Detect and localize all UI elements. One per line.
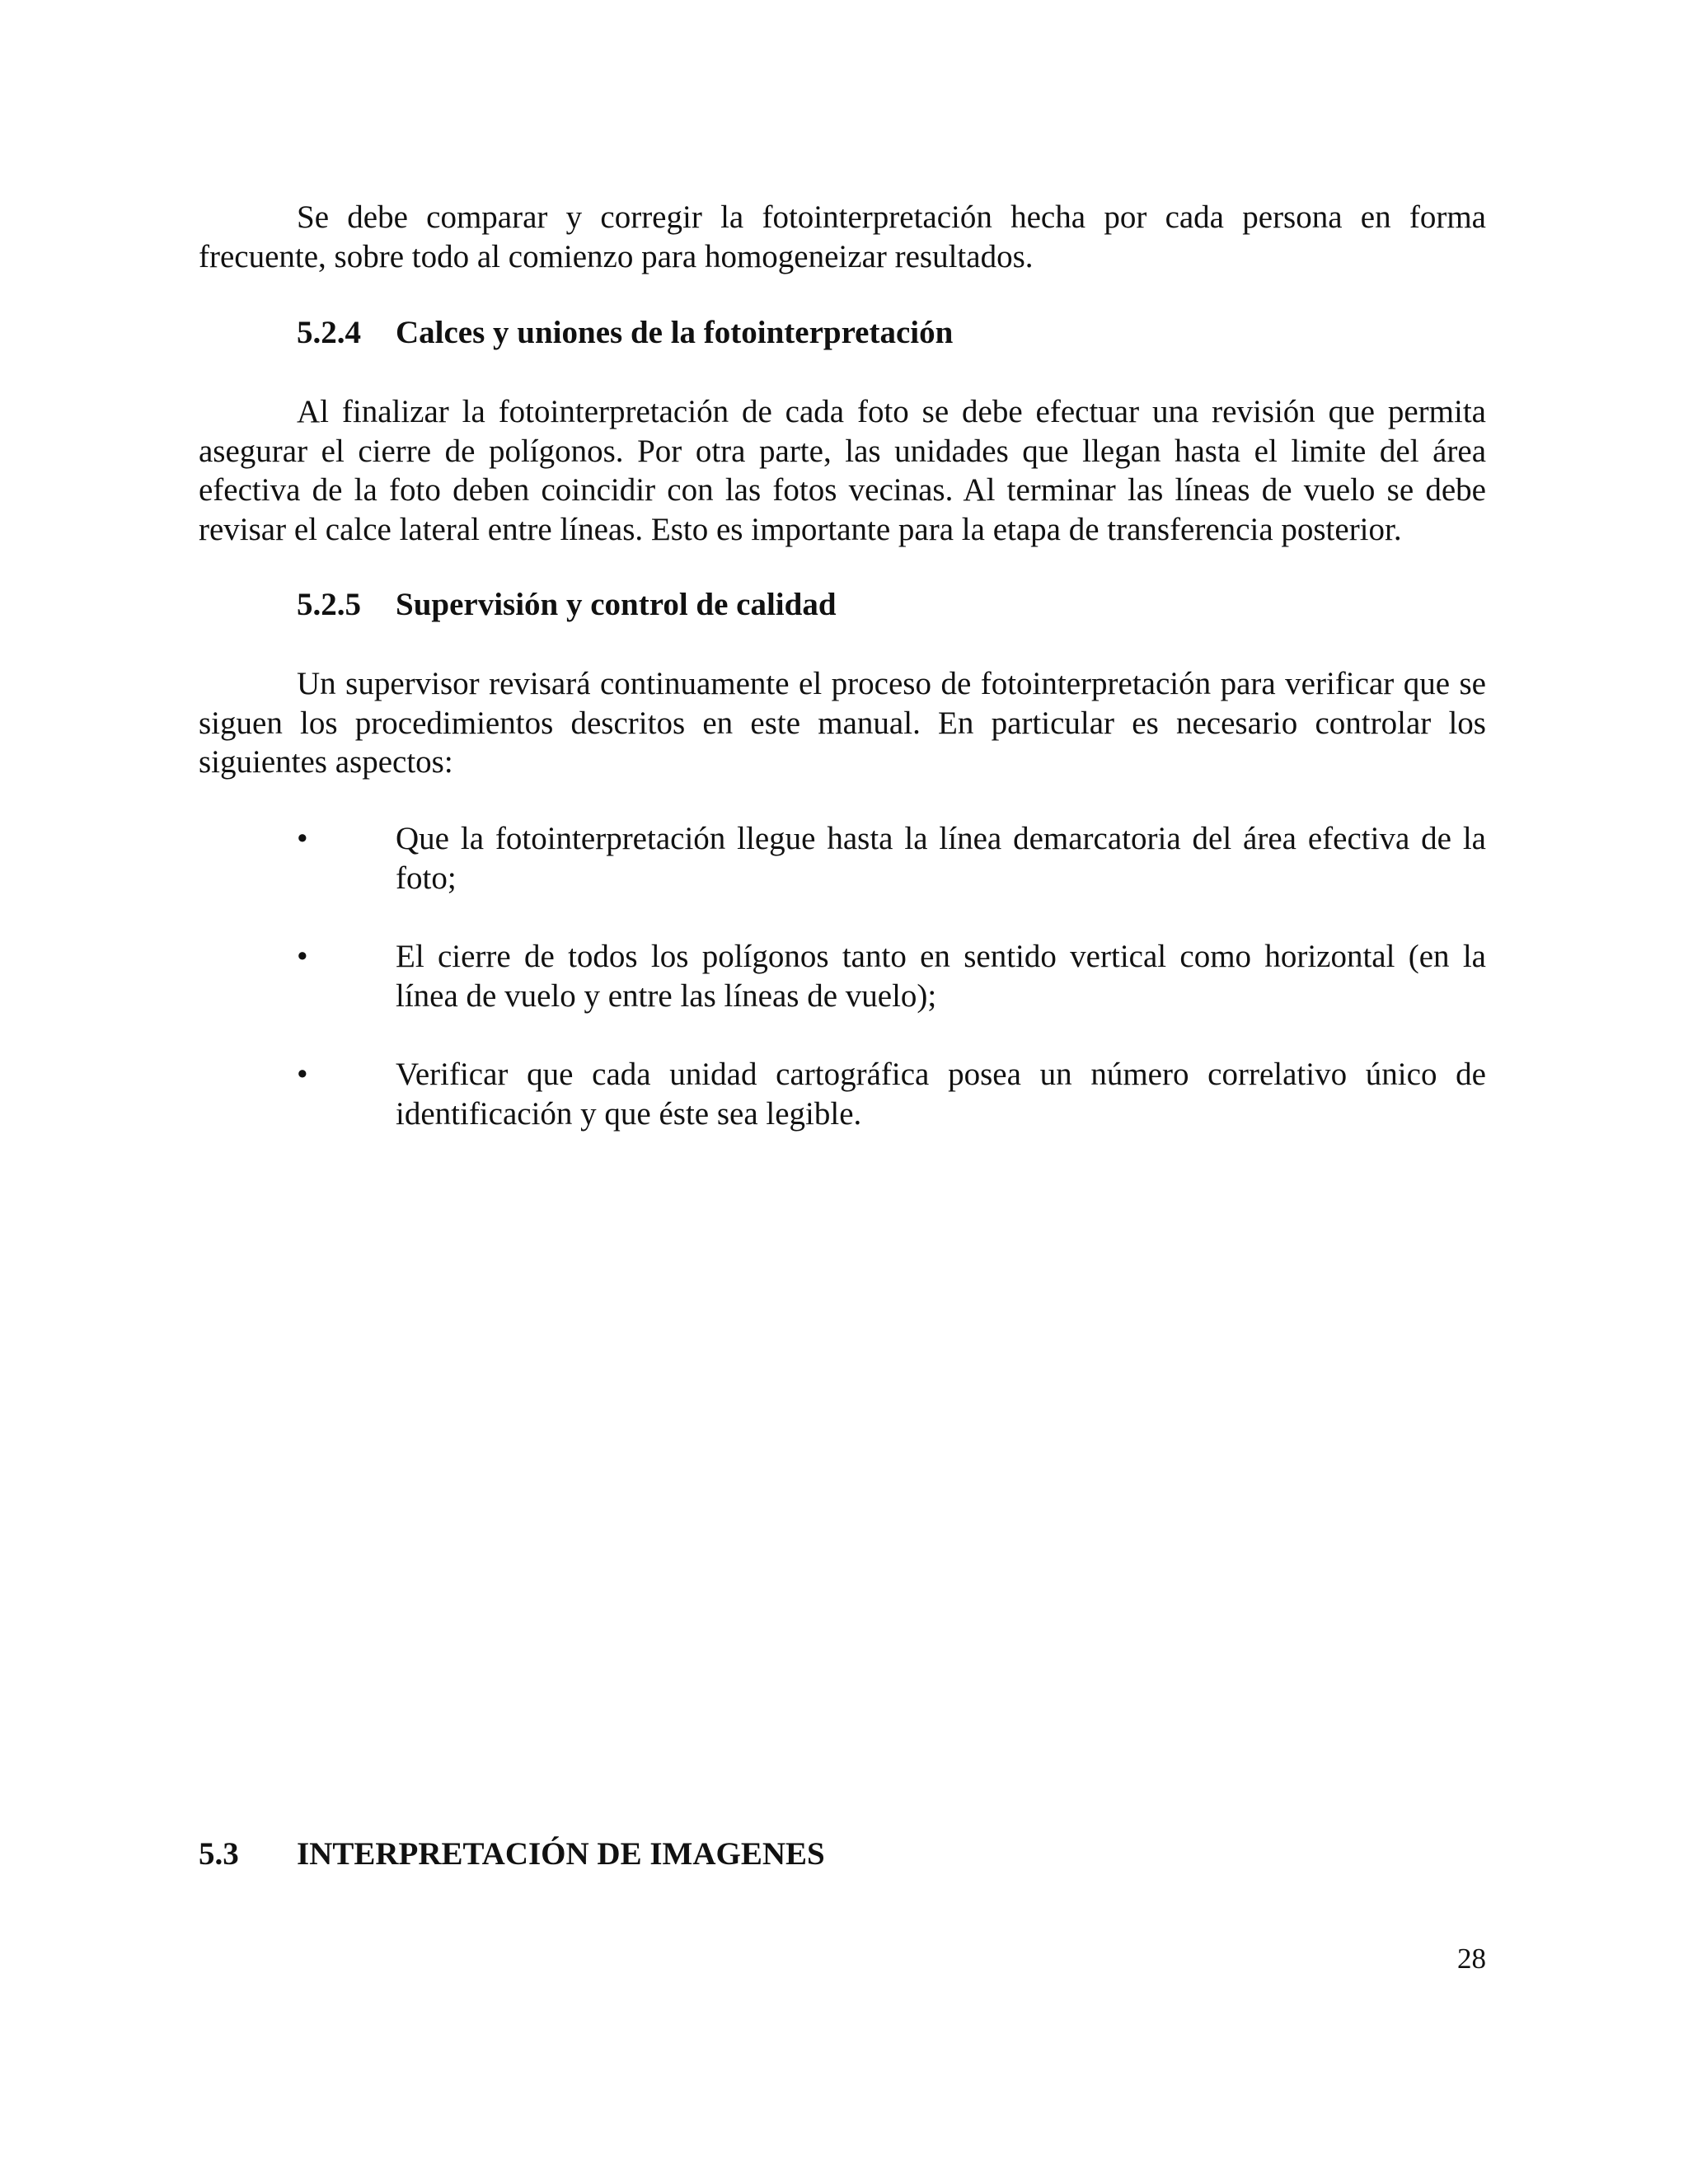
subheading-title: Supervisión y control de calidad <box>396 587 837 622</box>
paragraph-intro <box>199 198 1486 276</box>
subheading-number: 5.2.4 <box>297 315 361 350</box>
list-item <box>297 937 1486 1015</box>
paragraph-intro-text: Se debe comparar y corregir la fotointerpretación hecha por cada persona en forma frecuente, sobre todo al comienzo para homogeneizar resultados. <box>199 199 1486 274</box>
subheading-5-2-5 <box>297 586 837 623</box>
subheading-title: Calces y uniones de la fotointerpretación <box>396 315 954 350</box>
bullet-list-item-1 <box>297 819 1486 898</box>
list-item-text: Que la fotointerpretación llegue hasta la línea demarcatoria del área efectiva de la foto; <box>396 821 1486 896</box>
section-title: INTERPRETACIÓN DE IMAGENES <box>297 1836 825 1872</box>
paragraph-calces <box>199 392 1486 549</box>
list-item <box>297 819 1486 898</box>
paragraph-calces-text: Al finalizar la fotointerpretación de cada foto se debe efectuar una revisión que permita asegurar el cierre de polígonos. Por otra parte, las unidades que llegan hasta el limite del área efectiva de la foto deben coincidir con las fotos vecinas. Al terminar las líneas de vuelo se debe revisar el calce lateral entre líneas. Esto es importante para la etapa de transferencia posterior. <box>199 394 1486 547</box>
list-item-text: Verificar que cada unidad cartográfica posea un número correlativo único de identificación y que éste sea legible. <box>396 1057 1486 1132</box>
section-number: 5.3 <box>199 1836 239 1872</box>
subheading-5-2-4 <box>297 314 953 351</box>
bullet-list-item-2 <box>297 937 1486 1015</box>
bullet-icon: • <box>297 821 308 856</box>
section-heading-5-3 <box>199 1835 825 1872</box>
bullet-icon: • <box>297 1057 308 1092</box>
list-item <box>297 1055 1486 1133</box>
paragraph-supervision-text: Un supervisor revisará continuamente el proceso de fotointerpretación para verificar que se siguen los procedimientos descritos en este manual. En particular es necesario controlar los siguientes aspectos: <box>199 666 1486 780</box>
page-number: 28 <box>1457 1943 1486 1975</box>
bullet-icon: • <box>297 939 308 974</box>
paragraph-supervision <box>199 664 1486 782</box>
list-item-text: El cierre de todos los polígonos tanto en sentido vertical como horizontal (en la línea de vuelo y entre las líneas de vuelo); <box>396 939 1486 1014</box>
subheading-number: 5.2.5 <box>297 587 361 622</box>
bullet-list-item-3 <box>297 1055 1486 1133</box>
